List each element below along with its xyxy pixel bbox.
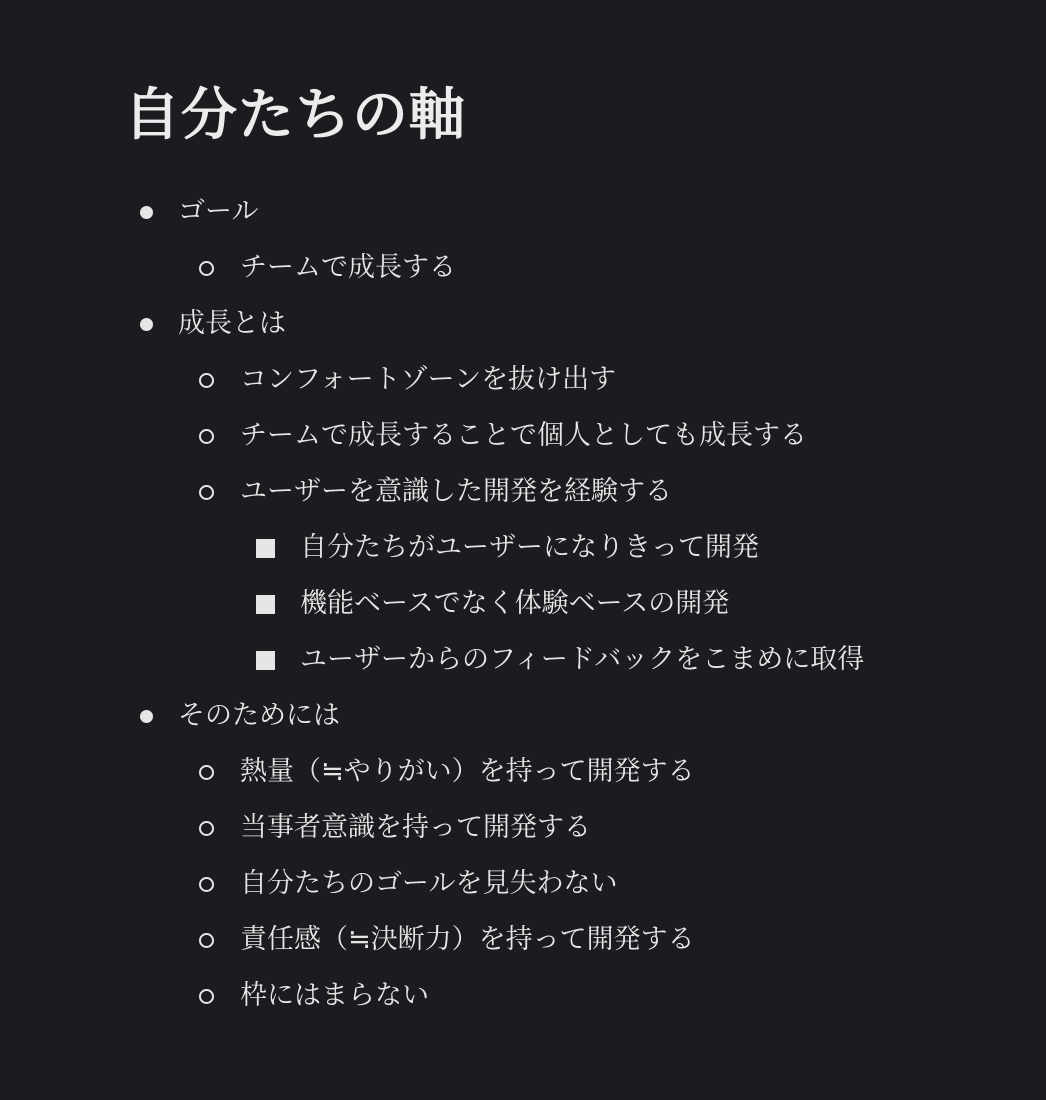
hollow-circle-bullet-icon bbox=[199, 429, 214, 444]
hollow-circle-bullet-icon bbox=[199, 933, 214, 948]
list-item-text: そのためには bbox=[178, 700, 340, 731]
list-item bbox=[0, 912, 1046, 968]
filled-circle-bullet-icon bbox=[140, 206, 153, 219]
list-item-text: 当事者意識を持って開発する bbox=[240, 812, 591, 843]
list-item-text: 機能ベースでなく体験ベースの開発 bbox=[300, 588, 730, 619]
filled-circle-bullet-icon bbox=[140, 318, 153, 331]
list-item-text: 枠にはまらない bbox=[240, 980, 429, 1011]
filled-square-bullet-icon bbox=[256, 651, 275, 670]
filled-circle-bullet-icon bbox=[140, 710, 153, 723]
list-item bbox=[0, 240, 1046, 296]
list-item-text: コンフォートゾーンを抜け出す bbox=[240, 364, 617, 395]
list-item bbox=[0, 688, 1046, 744]
list-item-text: 成長とは bbox=[178, 308, 286, 339]
list-item bbox=[0, 800, 1046, 856]
list-item-text: 熱量（≒やりがい）を持って開発する bbox=[240, 756, 695, 787]
hollow-circle-bullet-icon bbox=[199, 989, 214, 1004]
list-item-text: チームで成長することで個人としても成長する bbox=[240, 420, 807, 451]
hollow-circle-bullet-icon bbox=[199, 485, 214, 500]
list-item-text: ユーザーを意識した開発を経験する bbox=[240, 476, 672, 507]
hollow-circle-bullet-icon bbox=[199, 765, 214, 780]
list-item bbox=[0, 576, 1046, 632]
page-title: 自分たちの軸 bbox=[124, 83, 466, 148]
list-item-text: 自分たちがユーザーになりきって開発 bbox=[300, 532, 759, 563]
list-item-text: チームで成長する bbox=[240, 252, 456, 283]
hollow-circle-bullet-icon bbox=[199, 373, 214, 388]
list-item bbox=[0, 184, 1046, 240]
list-item bbox=[0, 744, 1046, 800]
list-item bbox=[0, 968, 1046, 1024]
list-item bbox=[0, 352, 1046, 408]
outline-list bbox=[0, 184, 1046, 1024]
list-item-text: 責任感（≒決断力）を持って開発する bbox=[240, 924, 695, 955]
list-item bbox=[0, 856, 1046, 912]
list-item bbox=[0, 296, 1046, 352]
list-item-text: ゴール bbox=[178, 196, 259, 227]
list-item-text: ユーザーからのフィードバックをこまめに取得 bbox=[300, 644, 865, 675]
hollow-circle-bullet-icon bbox=[199, 261, 214, 276]
filled-square-bullet-icon bbox=[256, 539, 275, 558]
list-item bbox=[0, 464, 1046, 520]
hollow-circle-bullet-icon bbox=[199, 821, 214, 836]
list-item bbox=[0, 408, 1046, 464]
list-item-text: 自分たちのゴールを見失わない bbox=[240, 868, 618, 899]
list-item bbox=[0, 632, 1046, 688]
hollow-circle-bullet-icon bbox=[199, 877, 214, 892]
list-item bbox=[0, 520, 1046, 576]
filled-square-bullet-icon bbox=[256, 595, 275, 614]
